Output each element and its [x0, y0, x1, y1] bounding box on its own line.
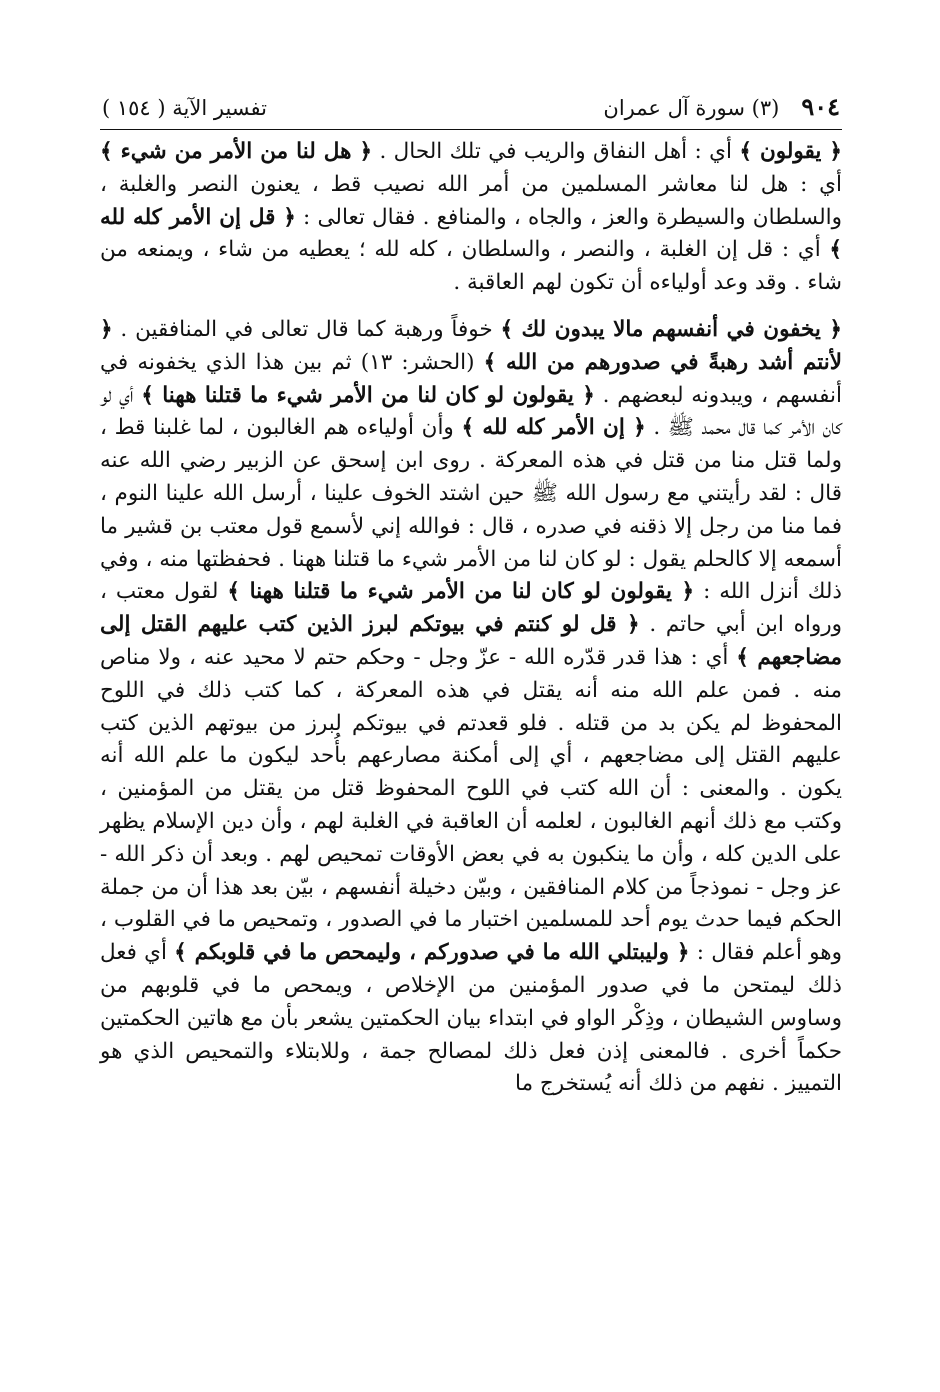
verse-quote: ﴿ يخفون في أنفسهم مالا يبدون لك ﴾ — [500, 316, 842, 342]
body-text — [100, 136, 842, 1101]
verse-quote: ﴿ لأنتم أشد رهبةً في صدورهم من الله ﴾ — [100, 316, 843, 375]
verse-quote: ﴿ يقولون ﴾ — [739, 139, 842, 164]
header-right-group — [603, 92, 840, 123]
commentary-text: لقول معتب ، ورواه ابن أبي حاتم . — [100, 579, 842, 638]
surah-title: (٣) سورة آل عمران — [603, 96, 780, 120]
commentary-text: أي : قل إن الغلبة ، والنصر ، والسلطان ، كله لله ؛ يعطيه من شاء ، ويمنعه من شاء . وقد وعد أولياءه أن تكون لهم العاقبة . — [100, 237, 842, 296]
commentary-text: خوفاً ورهبة كما قال تعالى في المنافقين . — [112, 316, 501, 342]
commentary-text: (الحشر: ١٣) ثم بين هذا الذي يخفونه في أنفسهم ، ويبدونه لبعضهم . — [100, 349, 842, 408]
verse-quote: ﴿ هل لنا من الأمر من شيء ﴾ — [100, 139, 373, 164]
section-title: تفسير الآية ( ١٥٤ ) — [102, 96, 267, 120]
verse-quote: ﴿ قل لو كنتم في بيوتكم لبرز الذين كتب عليهم القتل إلى مضاجعهم ﴾ — [100, 612, 842, 670]
commentary-text: وأن أولياءه هم الغالبون ، لما غلبنا قط ، ولما قتل منا من قتل في هذه المعركة . روى ابن إسحق عن الزبير رضي الله عنه قال : لقد رأيتني مع رسول الله ﷺ حين اشتد الخوف علينا ، أرسل الله علينا النوم ، فما منا من رجل إلا ذقنه في صدره ، قال : فوالله إني لأسمع قول معتب بن قشير ما أسمعه إلا كالحلم يقول : لو كان لنا من الأمر شيء ما قتلنا ههنا . فحفظتها منه ، وفي ذلك أنزل الله : — [100, 415, 842, 605]
book-page — [100, 92, 842, 1101]
header-divider — [100, 129, 842, 130]
commentary-text: أي لو كان الأمر كما قال محمد ﷺ . — [100, 382, 843, 441]
commentary-text: أي : هل لنا معاشر المسلمين من أمر الله نصيب قط ، يعنون النصر والغلبة ، والسلطان والسيطرة والعز ، والجاه ، والمنافع . فقال تعالى : — [100, 171, 842, 230]
commentary-text: أي : أهل النفاق والريب في تلك الحال . — [372, 139, 740, 164]
verse-quote: ﴿ إن الأمر كله لله ﴾ — [461, 415, 646, 441]
commentary-text: أي : هذا قدر قدّره الله - عزّ وجل - وحكم حتم لا محيد عنه ، ولا مناص منه . فمن علم الله منه أنه يقتل في هذه المعركة ، كما كتب ذلك في اللوح المحفوظ لم يكن بد من قتله . فلو قعدتم في بيوتكم لبرز من بيوتهم الذين كتب عليهم القتل إلى مضاجعهم ، أي إلى أمكنة مصارعهم بأُحد ليكون ما علم الله أنه يكون . والمعنى : أن الله كتب في اللوح المحفوظ قتل من يقتل من المؤمنين ، وكتب مع ذلك أنهم الغالبون ، لعلمه أن العاقبة في الغلبة لهم ، وأن دين الإسلام يظهر على الدين كله ، وأن ما ينكبون به في بعض الأوقات تمحيص لهم . وبعد أن ذكر الله - عز وجل - نموذجاً من كلام المنافقين ، وبيّن دخيلة أنفسهم ، بيّن بعد هذا أن من جملة الحكم فيما حدث يوم أحد للمسلمين اختبار ما في الصدور ، وتمحيص ما في القلوب ، وهو أعلم فقال : — [100, 644, 843, 966]
verse-quote: ﴿ يقولون لو كان لنا من الأمر شيء ما قتلنا ههنا ﴾ — [227, 579, 695, 605]
paragraph-1 — [100, 136, 842, 300]
verse-quote: ﴿ وليبتلي الله ما في صدوركم ، وليمحص ما في قلوبكم ﴾ — [174, 940, 690, 966]
paragraph-2 — [100, 314, 842, 1101]
verse-quote: ﴿ قل إن الأمر كله لله ﴾ — [100, 204, 842, 263]
page-header — [100, 92, 842, 129]
verse-quote: ﴿ يقولون لو كان لنا من الأمر شيء ما قتلنا ههنا ﴾ — [141, 382, 595, 408]
commentary-text: أي فعل ذلك ليمتحن ما في صدور المؤمنين من الإخلاص ، ويمحص ما في قلوبهم من وساوس الشيطان ، وذِكْر الواو في ابتداء بيان الحكمتين يشعر بأن مع هاتين الحكمتين حكماً أخرى . فالمعنى إذن فعل ذلك لمصالح جمة ، وللابتلاء والتمحيص الذي هو التمييز . نفهم من ذلك أنه يُستخرج ما — [100, 940, 842, 1097]
page-number: ٩٠٤ — [801, 92, 840, 121]
